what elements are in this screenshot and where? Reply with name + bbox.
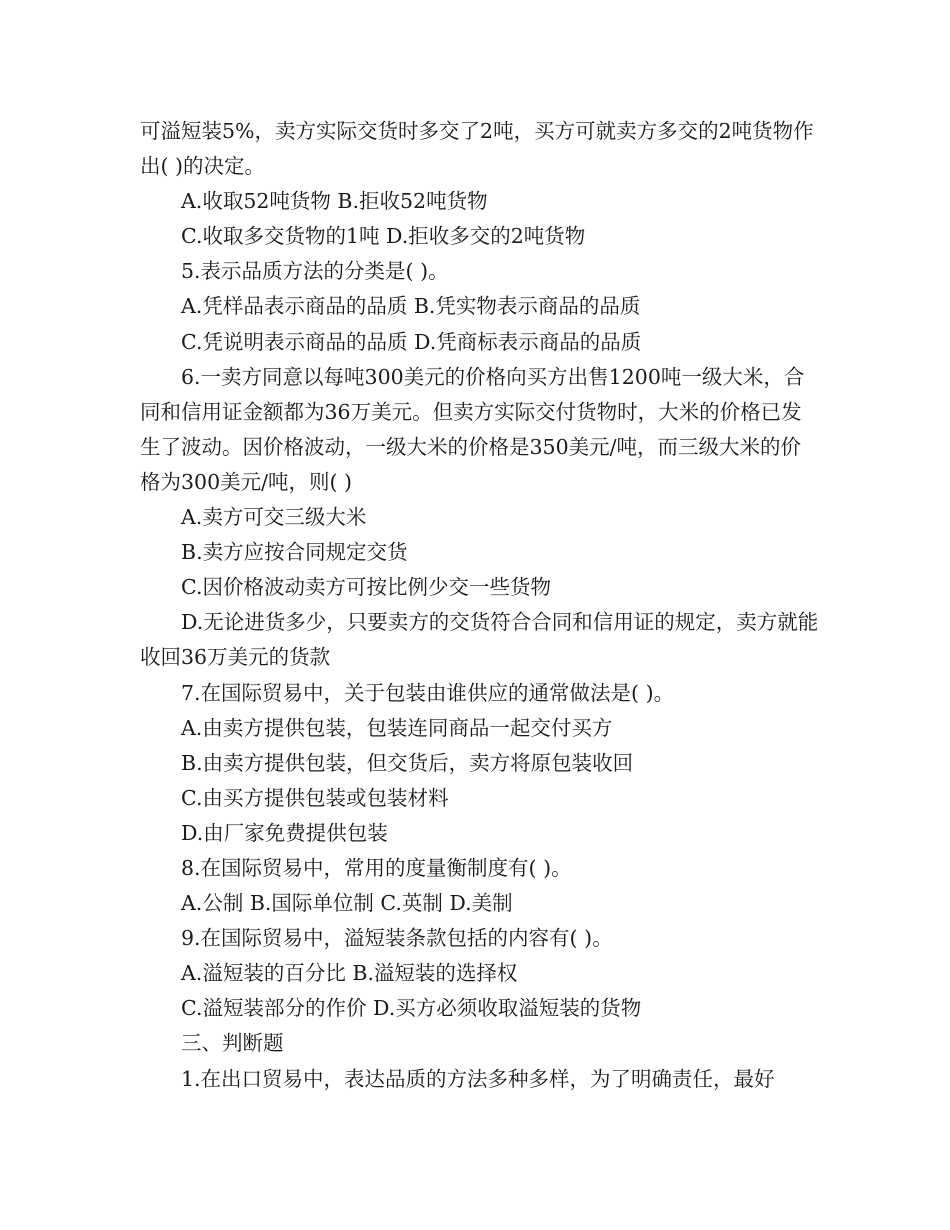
- option-line: B.卖方应按合同规定交货: [181, 540, 408, 565]
- question-line: 1.在出口贸易中，表达品质的方法多种多样，为了明确责任，最好: [181, 1066, 775, 1091]
- question-7: 7.在国际贸易中，关于包装由谁供应的通常做法是( )。: [181, 680, 675, 705]
- option-line: D.由厂家免费提供包装: [181, 820, 388, 845]
- option-line: D.无论进货多少，只要卖方的交货符合合同和信用证的规定，卖方就能收回36万美元的货款: [140, 610, 819, 670]
- option-line: C.收取多交货物的1吨 D.拒收多交的2吨货物: [181, 224, 586, 249]
- option-line: C.因价格波动卖方可按比例少交一些货物: [181, 575, 551, 600]
- question-9: 9.在国际贸易中，溢短装条款包括的内容有( )。: [181, 926, 613, 951]
- option-line: A.溢短装的百分比 B.溢短装的选择权: [181, 961, 518, 986]
- question-5: 5.表示品质方法的分类是( )。: [181, 259, 449, 284]
- option-line: A.卖方可交三级大米: [181, 505, 367, 530]
- option-line: C.由买方提供包装或包装材料: [181, 785, 449, 810]
- option-line: B.由卖方提供包装，但交货后，卖方将原包装收回: [181, 750, 634, 775]
- option-line: C.溢短装部分的作价 D.买方必须收取溢短装的货物: [181, 996, 642, 1021]
- paragraph-continuation: 可溢短装5%，卖方实际交货时多交了2吨，买方可就卖方多交的2吨货物作出( )的决定。: [140, 119, 814, 179]
- section-heading: 三、判断题: [181, 1031, 284, 1056]
- option-line: A.公制 B.国际单位制 C.英制 D.美制: [181, 891, 513, 916]
- question-8: 8.在国际贸易中，常用的度量衡制度有( )。: [181, 855, 572, 880]
- option-line: C.凭说明表示商品的品质 D.凭商标表示商品的品质: [181, 329, 642, 354]
- option-line: A.由卖方提供包装，包装连同商品一起交付买方: [181, 715, 613, 740]
- option-line: A.凭样品表示商品的品质 B.凭实物表示商品的品质: [181, 294, 641, 319]
- document-body: [140, 114, 820, 1097]
- question-6: 6.一卖方同意以每吨300美元的价格向买方出售1200吨一级大米，合同和信用证金额都为36万美元。但卖方实际交付货物时，大米的价格已发生了波动。因价格波动，一级大米的价格是350美元/吨，而三级大米的价格为300美元/吨，则( ): [140, 364, 805, 494]
- option-line: A.收取52吨货物 B.拒收52吨货物: [181, 189, 488, 214]
